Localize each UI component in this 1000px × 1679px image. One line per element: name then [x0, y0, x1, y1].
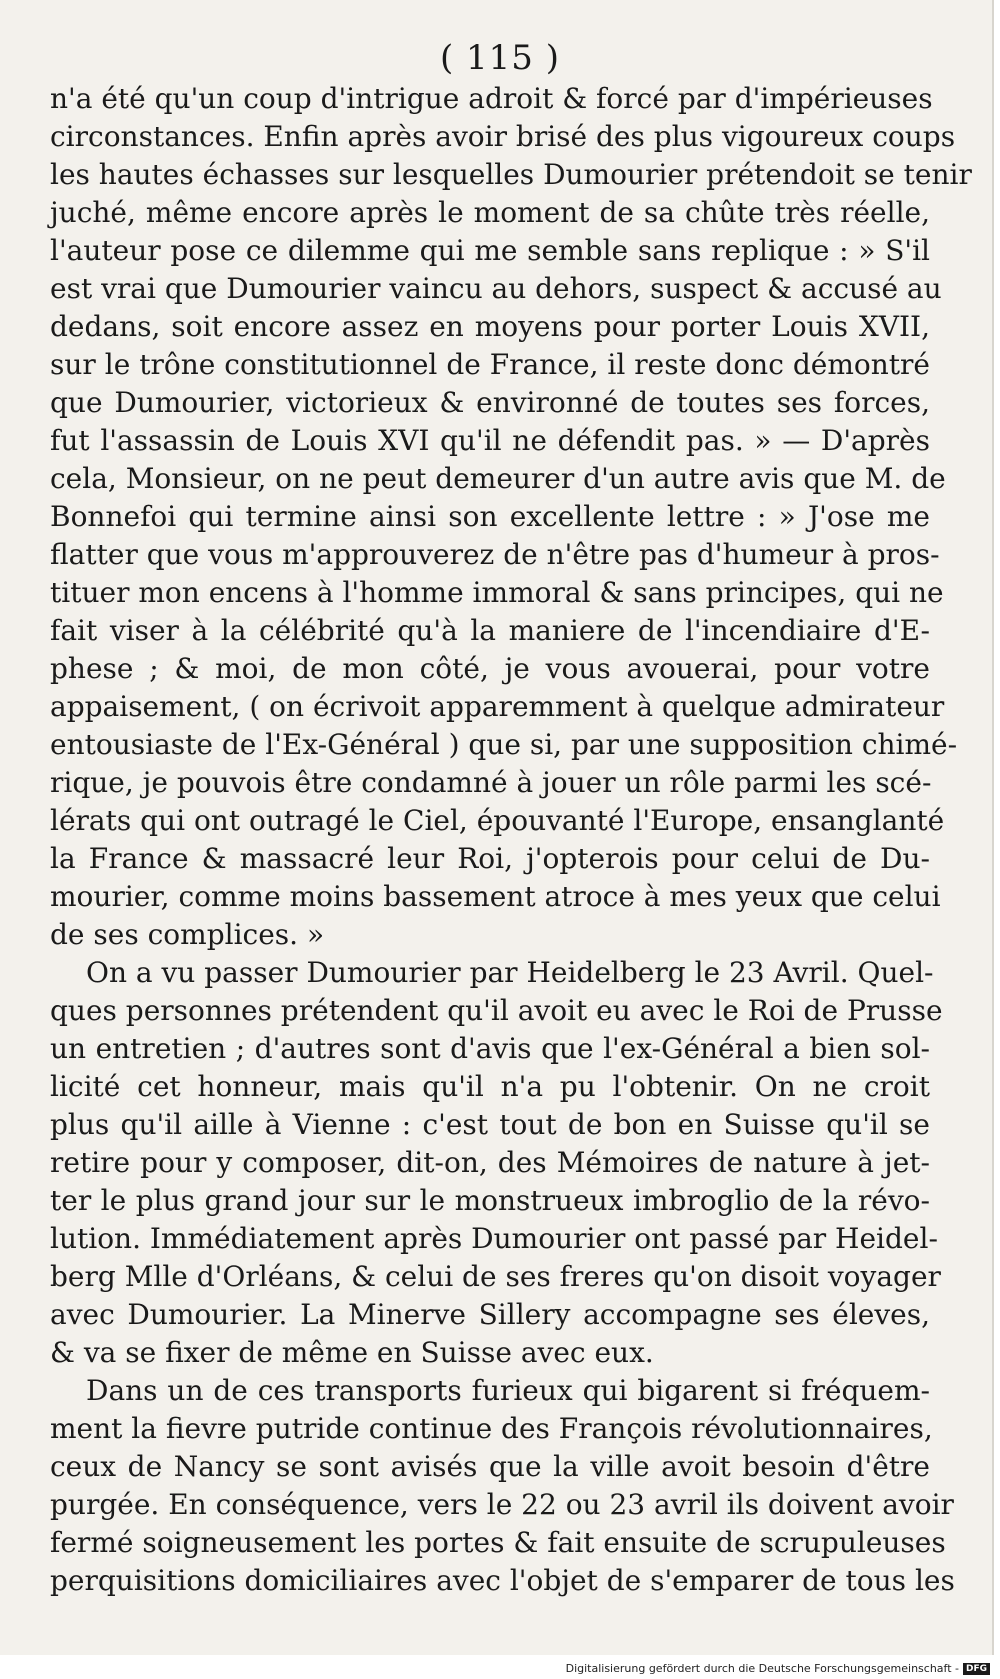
- text-line: rique, je pouvois être condamné à jouer un rôle parmi les scé-: [50, 766, 932, 799]
- text-line: perquisitions domiciliaires avec l'objet de s'emparer de tous les: [50, 1564, 955, 1597]
- text-line: que Dumourier, victorieux & environné de toutes ses forces,: [50, 386, 930, 419]
- digitization-footer: [566, 1662, 990, 1675]
- text-line: Dans un de ces transports furieux qui bigarent si fréquem-: [86, 1374, 930, 1407]
- text-line: ceux de Nancy se sont avisés que la ville avoit besoin d'être: [50, 1450, 930, 1483]
- text-line: ques personnes prétendent qu'il avoit eu avec le Roi de Prusse: [50, 994, 943, 1027]
- text-line: la France & massacré leur Roi, j'opterois pour celui de Du-: [50, 842, 930, 875]
- text-line: est vrai que Dumourier vaincu au dehors, suspect & accusé au: [50, 272, 942, 305]
- text-line: & va se fixer de même en Suisse avec eux.: [50, 1336, 654, 1369]
- text-line: n'a été qu'un coup d'intrigue adroit & forcé par d'impérieuses: [50, 82, 933, 115]
- text-line: lérats qui ont outragé le Ciel, épouvanté l'Europe, ensanglanté: [50, 804, 945, 837]
- text-line: lution. Immédiatement après Dumourier ont passé par Heidel-: [50, 1222, 938, 1255]
- footer-text: Digitalisierung gefördert durch die Deutsche Forschungsgemeinschaft -: [565, 1662, 959, 1675]
- text-line: berg Mlle d'Orléans, & celui de ses freres qu'on disoit voyager: [50, 1260, 941, 1293]
- dfg-logo: DFG: [963, 1663, 990, 1675]
- text-line: de ses complices. »: [50, 918, 325, 951]
- text-line: cela, Monsieur, on ne peut demeurer d'un autre avis que M. de: [50, 462, 946, 495]
- text-line: phese ; & moi, de mon côté, je vous avouerai, pour votre: [50, 652, 930, 685]
- text-line: avec Dumourier. La Minerve Sillery accompagne ses éleves,: [50, 1298, 930, 1331]
- text-line: fut l'assassin de Louis XVI qu'il ne défendit pas. » — D'après: [50, 424, 930, 457]
- text-line: circonstances. Enfin après avoir brisé des plus vigoureux coups: [50, 120, 956, 153]
- text-line: fermé soigneusement les portes & fait ensuite de scrupuleuses: [50, 1526, 946, 1559]
- body-text: [50, 80, 972, 1600]
- text-line: flatter que vous m'approuverez de n'être pas d'humeur à pros-: [50, 538, 940, 571]
- text-line: les hautes échasses sur lesquelles Dumourier prétendoit se tenir: [50, 158, 972, 191]
- text-line: entousiaste de l'Ex-Général ) que si, par une supposition chimé-: [50, 728, 958, 761]
- text-line: licité cet honneur, mais qu'il n'a pu l'obtenir. On ne croit: [50, 1070, 930, 1103]
- text-line: Bonnefoi qui termine ainsi son excellente lettre : » J'ose me: [50, 500, 930, 533]
- text-line: ment la fievre putride continue des François révolutionnaires,: [50, 1412, 933, 1445]
- text-line: tituer mon encens à l'homme immoral & sans principes, qui ne: [50, 576, 944, 609]
- text-line: ter le plus grand jour sur le monstrueux imbroglio de la révo-: [50, 1184, 930, 1217]
- text-line: fait viser à la célébrité qu'à la maniere de l'incendiaire d'E-: [50, 614, 930, 647]
- text-line: dedans, soit encore assez en moyens pour porter Louis XVII,: [50, 310, 930, 343]
- text-line: sur le trône constitutionnel de France, il reste donc démontré: [50, 348, 930, 381]
- text-line: l'auteur pose ce dilemme qui me semble sans replique : » S'il: [50, 234, 930, 267]
- text-line: plus qu'il aille à Vienne : c'est tout de bon en Suisse qu'il se: [50, 1108, 930, 1141]
- page-number: ( 115 ): [439, 38, 561, 78]
- text-line: purgée. En conséquence, vers le 22 ou 23 avril ils doivent avoir: [50, 1488, 954, 1521]
- text-line: un entretien ; d'autres sont d'avis que l'ex-Général a bien sol-: [50, 1032, 930, 1065]
- text-line: mourier, comme moins bassement atroce à mes yeux que celui: [50, 880, 941, 913]
- text-line: On a vu passer Dumourier par Heidelberg le 23 Avril. Quel-: [86, 956, 934, 989]
- text-line: appaisement, ( on écrivoit apparemment à quelque admirateur: [50, 690, 945, 723]
- text-line: retire pour y composer, dit-on, des Mémoires de nature à jet-: [50, 1146, 930, 1179]
- text-line: juché, même encore après le moment de sa chûte très réelle,: [50, 196, 930, 229]
